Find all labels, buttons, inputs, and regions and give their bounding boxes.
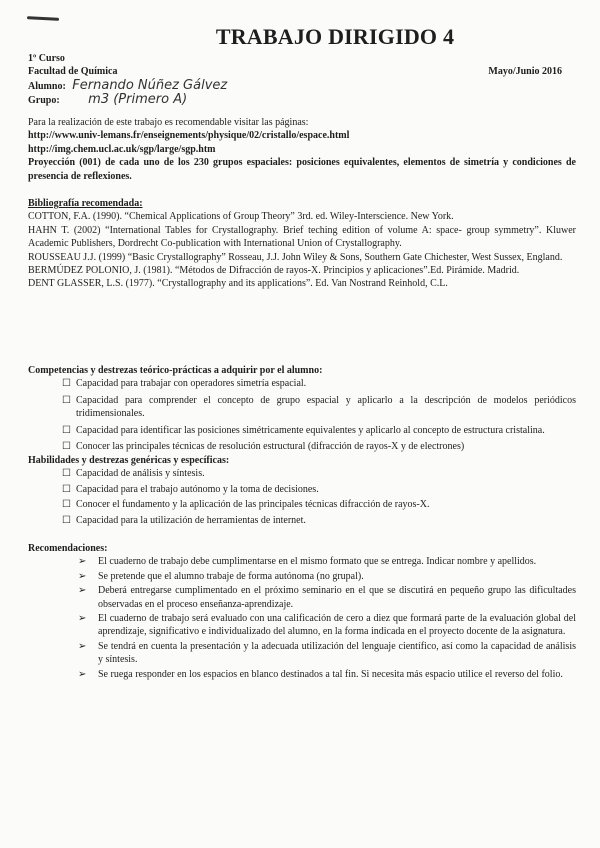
list-item: ☐ Capacidad para la utilización de herramientas de internet.	[62, 514, 306, 526]
list-item: ☐ Capacidad para trabajar con operadores simetría espacial.	[62, 378, 307, 390]
bib-entry: BERMÚDEZ POLONIO, J. (1981). “Métodos de Difracción de rayos-X. Principios y aplicaciones”.Ed. Pirámide. Madrid.	[28, 265, 520, 277]
course: 1º Curso	[28, 53, 65, 64]
bib-entry: HAHN T. (2002) “International Tables for Crystallography. Brief teching edition of volume A: space- group symmetry”. Kluwer Academic Publishers, Dordrecht Co-publication with International Union of Crystallography.	[28, 224, 576, 250]
arrow-bullet-icon: ➢	[78, 640, 87, 652]
group-label: Grupo:	[28, 95, 60, 107]
header-block	[28, 52, 576, 108]
list-item: ☐ Capacidad para identificar las posiciones simétricamente equivalentes y aplicarlo al concepto de estructura cristalina.	[62, 424, 545, 436]
checkbox-icon[interactable]: ☐	[62, 468, 71, 480]
intro-text: Para la realización de este trabajo es recomendable visitar las páginas:	[28, 117, 309, 128]
arrow-bullet-icon: ➢	[78, 613, 87, 625]
list-item: ➢ Se pretende que el alumno trabaje de forma autónoma (no grupal).	[78, 570, 364, 582]
checkbox-icon[interactable]: ☐	[62, 394, 71, 406]
list-item: ➢ El cuaderno de trabajo será evaluado con una calificación de cero a diez que formará parte de la evaluación global del aprendizaje, significativo e individualizado del alumno, en la forma indicada en el proyecto docente de la asignatura.	[78, 613, 576, 638]
checkbox-icon[interactable]: ☐	[62, 424, 71, 436]
bibliography-section	[28, 197, 576, 291]
competencias-section	[28, 364, 576, 456]
list-item: ➢ Se ruega responder en los espacios en blanco destinados a tal fin. Si necesita más espacio utilice el reverso del folio.	[78, 668, 563, 680]
checkbox-icon[interactable]: ☐	[62, 499, 71, 511]
competencias-heading: Competencias y destrezas teórico-prácticas a adquirir por el alumno:	[28, 365, 323, 376]
list-item: ➢ Deberá entregarse cumplimentado en el próximo seminario en el que se discutirá en pequeño grupo las dificultades observadas en el proceso enseñanza-aprendizaje.	[78, 585, 576, 610]
arrow-bullet-icon: ➢	[78, 668, 87, 680]
recomendaciones-section	[28, 542, 576, 682]
checkbox-icon[interactable]: ☐	[62, 483, 71, 495]
list-item: ☐ Capacidad de análisis y síntesis.	[62, 468, 205, 480]
checkbox-icon[interactable]: ☐	[62, 378, 71, 390]
intro-block	[28, 116, 576, 183]
arrow-bullet-icon: ➢	[78, 585, 87, 597]
list-item: ☐ Conocer las principales técnicas de resolución estructural (difracción de rayos-X y de electrones)	[62, 441, 465, 453]
recomendaciones-heading: Recomendaciones:	[28, 543, 108, 554]
bibliography-heading: Bibliografía recomendada:	[28, 198, 143, 209]
checkbox-icon[interactable]: ☐	[62, 441, 71, 453]
faculty: Facultad de Química	[28, 66, 118, 78]
document-title: TRABAJO DIRIGIDO 4	[215, 24, 455, 49]
link-1[interactable]: http://www.univ-lemans.fr/enseignements/physique/02/cristallo/espace.html	[28, 130, 350, 142]
list-item: ➢ Se tendrá en cuenta la presentación y la adecuada utilización del lenguaje científico, así como la capacidad de análisis y síntesis.	[78, 640, 576, 666]
list-item: ➢ El cuaderno de trabajo debe cumplimentarse en el mismo formato que se entrega. Indicar nombre y apellidos.	[78, 556, 537, 568]
list-item: ☐ Capacidad para el trabajo autónomo y la toma de decisiones.	[62, 483, 319, 495]
bib-entry: ROUSSEAU J.J. (1999) “Basic Crystallography” Rosseau, J.J. John Wiley & Sons, Southern Gate Chichester, West Sussex, England.	[28, 251, 563, 263]
habilidades-section	[28, 454, 576, 529]
arrow-bullet-icon: ➢	[78, 570, 87, 582]
student-label: Alumno:	[28, 80, 66, 92]
arrow-bullet-icon: ➢	[78, 556, 87, 568]
bib-entry: COTTON, F.A. (1990). “Chemical Applications of Group Theory” 3rd. ed. Wiley-Interscience. New York.	[28, 211, 454, 223]
link-2[interactable]: http://img.chem.ucl.ac.uk/sgp/large/sgp.htm	[28, 143, 216, 155]
habilidades-heading: Habilidades y destrezas genéricas y específicas:	[28, 455, 230, 466]
projection-text: Proyección (001) de cada uno de los 230 grupos espaciales: posiciones equivalentes, elementos de simetría y condiciones de presencia de reflexiones.	[28, 157, 576, 182]
list-item: ☐ Conocer el fundamento y la aplicación de las principales técnicas difracción de rayos-X.	[62, 499, 430, 511]
date: Mayo/Junio 2016	[488, 66, 562, 78]
scan-mark	[27, 16, 59, 21]
student-name-handwritten: Fernando Núñez Gálvez	[72, 77, 228, 93]
list-item: ☐ Capacidad para comprender el concepto de grupo espacial y aplicarlo a la descripción de modelos periódicos tridimensionales.	[62, 394, 576, 420]
bib-entry: DENT GLASSER, L.S. (1977). “Crystallography and its applications”. Ed. Van Nostrand Reinhold, C.L.	[28, 278, 448, 290]
group-handwritten: m3 (Primero A)	[88, 92, 188, 108]
checkbox-icon[interactable]: ☐	[62, 514, 71, 526]
